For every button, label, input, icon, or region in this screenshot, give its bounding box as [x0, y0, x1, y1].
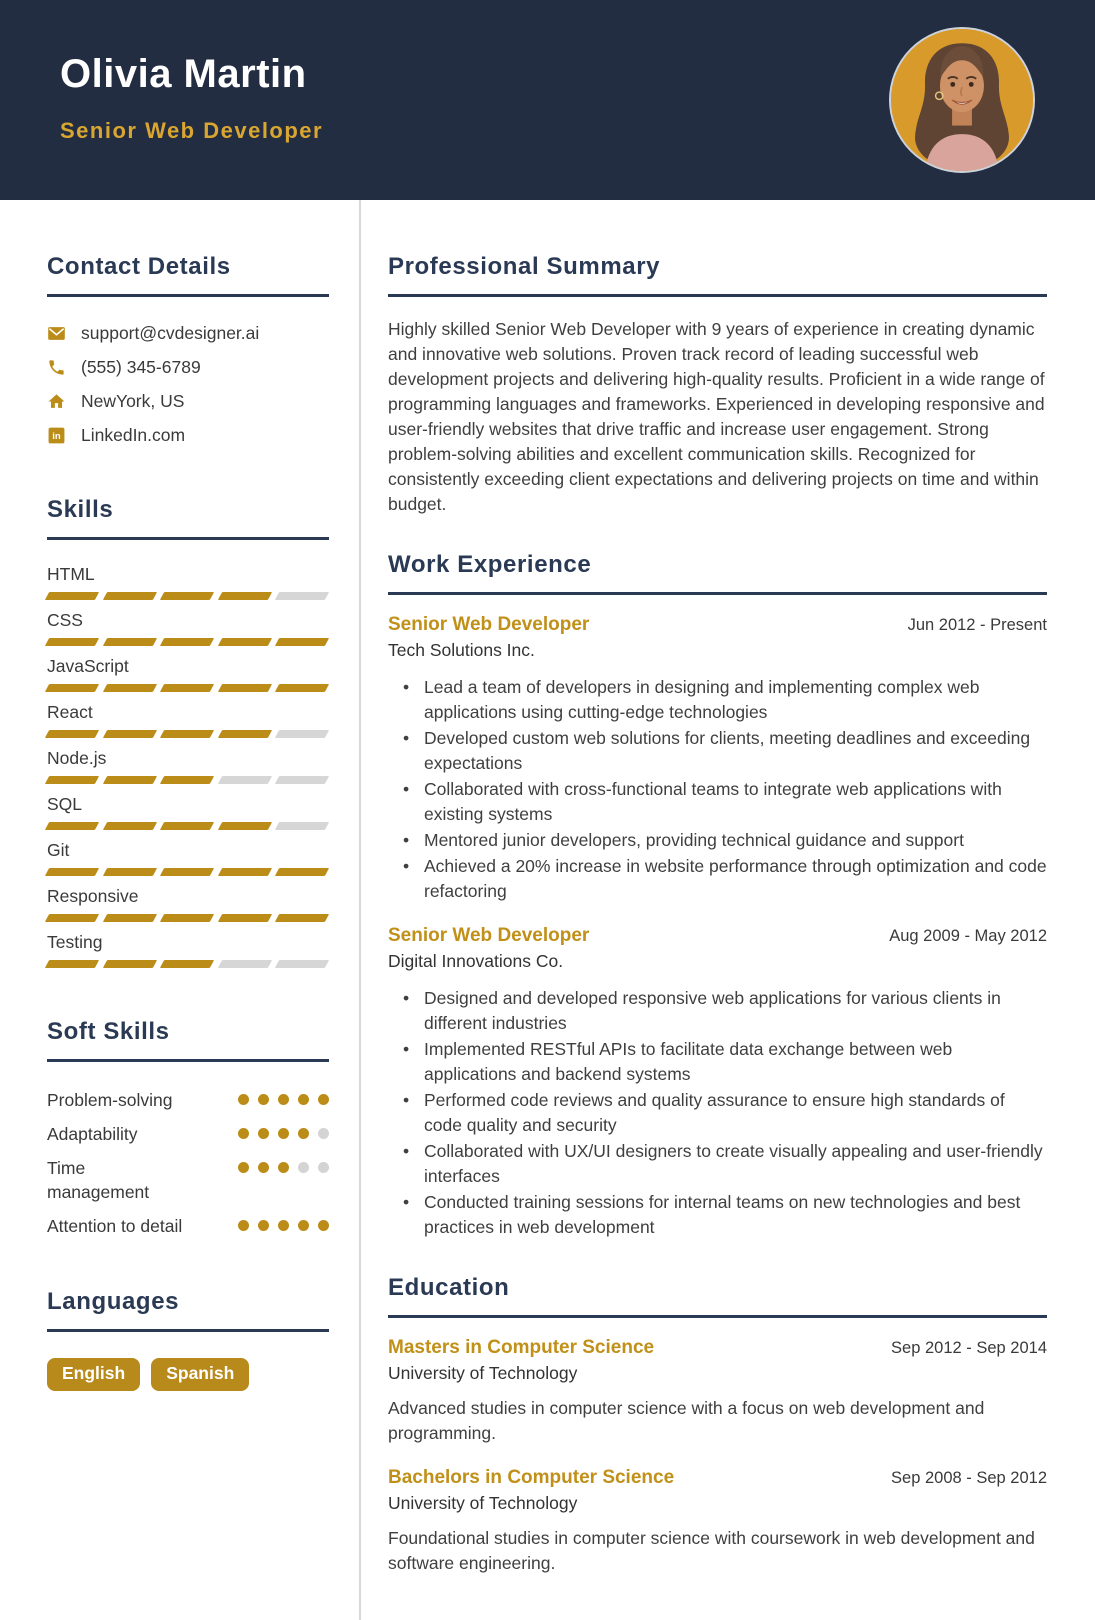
contact-item: [47, 391, 329, 412]
skill-level-bar: [47, 868, 327, 876]
rating-dot-filled: [258, 1162, 269, 1173]
skill-level-bar: [47, 730, 327, 738]
skill-segment-filled: [102, 592, 156, 600]
languages-section: [47, 1288, 329, 1391]
skill-segment-filled: [160, 730, 214, 738]
rating-dot-empty: [318, 1162, 329, 1173]
soft-skill-item: [47, 1156, 329, 1204]
skill-name: Git: [47, 840, 70, 860]
skill-segment-filled: [218, 730, 272, 738]
soft-skill-rating: [238, 1156, 329, 1173]
job-bullet: • Mentored junior developers, providing technical guidance and support: [388, 828, 1047, 853]
job-company: Digital Innovations Co.: [388, 951, 564, 971]
skill-name: HTML: [47, 564, 95, 584]
rating-dot-empty: [318, 1128, 329, 1139]
soft-skill-name: Time management: [47, 1158, 150, 1202]
education-section: [388, 1274, 1047, 1576]
home-icon: [47, 392, 66, 411]
skill-segment-filled: [102, 730, 156, 738]
skill-segment-filled: [102, 960, 156, 968]
rating-dot-filled: [258, 1128, 269, 1139]
education-entries: [388, 1337, 1047, 1576]
skill-segment-filled: [45, 730, 99, 738]
skill-level-bar: [47, 684, 327, 692]
summary-heading: Professional Summary: [388, 253, 661, 280]
resume-header: [0, 0, 1095, 200]
skill-level-bar: [47, 822, 327, 830]
contact-item: [47, 323, 329, 344]
rating-dot-filled: [298, 1094, 309, 1105]
job-bullet: • Performed code reviews and quality assurance to ensure high standards of code quality and security: [388, 1088, 1047, 1138]
skill-name: Node.js: [47, 748, 107, 768]
job-bullet: • Implemented RESTful APIs to facilitate data exchange between web applications and backend systems: [388, 1037, 1047, 1087]
job-dates: Aug 2009 - May 2012: [889, 927, 1047, 945]
job-entry: [388, 925, 1047, 1240]
degree-title: Bachelors in Computer Science: [388, 1467, 675, 1488]
rating-dot-filled: [238, 1128, 249, 1139]
school-name: University of Technology: [388, 1493, 578, 1513]
job-bullet: • Achieved a 20% increase in website performance through optimization and code refactoring: [388, 854, 1047, 904]
skill-segment-empty: [275, 960, 329, 968]
section-divider: [388, 1315, 1047, 1318]
skill-segment-filled: [45, 592, 99, 600]
degree-title: Masters in Computer Science: [388, 1337, 655, 1358]
skill-name: JavaScript: [47, 656, 129, 676]
soft-skills-list: [47, 1088, 329, 1238]
education-entry-header: [388, 1337, 1047, 1359]
skill-segment-filled: [45, 638, 99, 646]
skills-heading: Skills: [47, 496, 114, 523]
skill-segment-filled: [160, 822, 214, 830]
education-dates: Sep 2008 - Sep 2012: [891, 1469, 1047, 1487]
skill-segment-empty: [275, 592, 329, 600]
rating-dot-filled: [238, 1094, 249, 1105]
section-divider: [47, 537, 329, 540]
skill-segment-empty: [218, 960, 272, 968]
phone-icon: [47, 358, 66, 377]
job-entry-header: [388, 614, 1047, 636]
skill-level-bar: [47, 638, 327, 646]
contact-item-text: LinkedIn.com: [81, 425, 186, 445]
job-bullet: • Lead a team of developers in designing and implementing complex web applications using cutting-edge technologies: [388, 675, 1047, 725]
main-column: [361, 200, 1095, 1620]
skill-item: [47, 564, 329, 600]
skill-segment-filled: [218, 592, 272, 600]
resume-body: [0, 200, 1095, 1620]
profile-photo: [889, 27, 1035, 173]
contact-item-text: (555) 345-6789: [81, 357, 201, 377]
skill-segment-filled: [160, 960, 214, 968]
skill-segment-filled: [45, 776, 99, 784]
rating-dot-empty: [298, 1162, 309, 1173]
candidate-job-title: Senior Web Developer: [60, 118, 324, 143]
section-divider: [47, 1329, 329, 1332]
job-bullet: • Designed and developed responsive web applications for various clients in different industries: [388, 986, 1047, 1036]
soft-skill-name: Problem-solving: [47, 1090, 173, 1110]
skill-segment-filled: [45, 914, 99, 922]
school-name: University of Technology: [388, 1363, 578, 1383]
rating-dot-filled: [318, 1094, 329, 1105]
skill-segment-empty: [275, 730, 329, 738]
rating-dot-filled: [238, 1162, 249, 1173]
skills-section: [47, 496, 329, 968]
job-title: Senior Web Developer: [388, 614, 590, 635]
skill-segment-filled: [275, 868, 329, 876]
skill-segment-filled: [45, 822, 99, 830]
education-entry: [388, 1337, 1047, 1446]
skill-name: React: [47, 702, 93, 722]
rating-dot-filled: [278, 1094, 289, 1105]
rating-dot-filled: [278, 1220, 289, 1231]
job-bullet: • Conducted training sessions for internal teams on new technologies and best practices in web development: [388, 1190, 1047, 1240]
rating-dot-filled: [318, 1220, 329, 1231]
candidate-name: Olivia Martin: [60, 52, 307, 96]
skill-item: [47, 932, 329, 968]
skill-segment-filled: [160, 776, 214, 784]
skill-item: [47, 656, 329, 692]
languages-list: [47, 1358, 329, 1391]
skill-segment-filled: [218, 822, 272, 830]
skill-segment-empty: [275, 776, 329, 784]
soft-skill-rating: [238, 1214, 329, 1231]
skill-item: [47, 702, 329, 738]
contact-section: [47, 253, 329, 446]
skill-level-bar: [47, 914, 327, 922]
soft-skills-section: [47, 1018, 329, 1238]
job-entry: [388, 614, 1047, 904]
soft-skills-heading: Soft Skills: [47, 1018, 170, 1045]
skill-segment-filled: [102, 684, 156, 692]
experience-heading: Work Experience: [388, 551, 592, 578]
skill-segment-filled: [160, 868, 214, 876]
contact-item-text: NewYork, US: [81, 391, 185, 411]
languages-heading: Languages: [47, 1288, 180, 1315]
skill-segment-filled: [102, 776, 156, 784]
soft-skill-name: Adaptability: [47, 1124, 138, 1144]
skill-level-bar: [47, 960, 327, 968]
rating-dot-filled: [298, 1128, 309, 1139]
soft-skill-item: [47, 1122, 329, 1146]
education-entry: [388, 1467, 1047, 1576]
rating-dot-filled: [298, 1220, 309, 1231]
soft-skill-item: [47, 1088, 329, 1112]
skill-item: [47, 886, 329, 922]
skill-segment-filled: [275, 914, 329, 922]
skill-segment-filled: [45, 960, 99, 968]
skill-name: Responsive: [47, 886, 139, 906]
skill-item: [47, 794, 329, 830]
section-divider: [388, 592, 1047, 595]
skill-level-bar: [47, 592, 327, 600]
skill-name: Testing: [47, 932, 103, 952]
job-company: Tech Solutions Inc.: [388, 640, 535, 660]
skill-segment-filled: [102, 868, 156, 876]
skill-segment-filled: [45, 684, 99, 692]
skill-segment-filled: [275, 684, 329, 692]
education-entry-header: [388, 1467, 1047, 1489]
skill-segment-filled: [45, 868, 99, 876]
skill-segment-filled: [160, 914, 214, 922]
education-description: Foundational studies in computer science with coursework in web development and software engineering.: [388, 1528, 1035, 1573]
linkedin-icon: [47, 426, 66, 445]
skill-segment-filled: [275, 638, 329, 646]
woman-portrait-illustration: [891, 29, 1033, 171]
skill-segment-filled: [160, 592, 214, 600]
contact-item: [47, 357, 329, 378]
skill-item: [47, 840, 329, 876]
skills-list: [47, 564, 329, 968]
job-dates: Jun 2012 - Present: [907, 616, 1047, 634]
rating-dot-filled: [278, 1162, 289, 1173]
rating-dot-filled: [258, 1094, 269, 1105]
skill-item: [47, 610, 329, 646]
skill-segment-filled: [102, 822, 156, 830]
summary-text: Highly skilled Senior Web Developer with 9 years of experience in creating dynamic and innovative web solutions. Proven track record of leading successful web development projects and delivering high-quality results. Proficient in a wide range of programming languages and frameworks. Experienced in developing responsive and user-friendly websites that drive traffic and increase user engagement. Strong problem-solving abilities and excellent communication skills. Recognized for consistently exceeding client expectations and delivering projects on time and within budget.: [388, 319, 1045, 514]
job-bullet: • Developed custom web solutions for clients, meeting deadlines and exceeding expectations: [388, 726, 1047, 776]
job-title: Senior Web Developer: [388, 925, 590, 946]
soft-skill-item: [47, 1214, 329, 1238]
education-dates: Sep 2012 - Sep 2014: [891, 1339, 1047, 1357]
skill-level-bar: [47, 776, 327, 784]
education-heading: Education: [388, 1274, 510, 1301]
rating-dot-filled: [238, 1220, 249, 1231]
job-bullet: • Collaborated with cross-functional teams to integrate web applications with existing systems: [388, 777, 1047, 827]
skill-segment-empty: [218, 776, 272, 784]
section-divider: [388, 294, 1047, 297]
job-entry-header: [388, 925, 1047, 947]
svg-text:in: in: [52, 431, 61, 443]
skill-segment-filled: [218, 638, 272, 646]
skill-segment-filled: [218, 684, 272, 692]
skill-segment-filled: [160, 684, 214, 692]
education-description: Advanced studies in computer science with a focus on web development and programming.: [388, 1398, 985, 1443]
experience-section: [388, 551, 1047, 1240]
skill-segment-filled: [102, 638, 156, 646]
skill-name: SQL: [47, 794, 83, 814]
skill-segment-empty: [275, 822, 329, 830]
section-divider: [47, 294, 329, 297]
job-bullet-list: [388, 675, 1047, 904]
skill-item: [47, 748, 329, 784]
skill-segment-filled: [160, 638, 214, 646]
rating-dot-filled: [258, 1220, 269, 1231]
contact-heading: Contact Details: [47, 253, 231, 280]
language-chip-spanish[interactable]: Spanish: [151, 1358, 249, 1391]
soft-skill-name: Attention to detail: [47, 1216, 183, 1236]
sidebar: [0, 200, 361, 1620]
contact-list: [47, 323, 329, 446]
language-chip-english[interactable]: English: [47, 1358, 140, 1391]
skill-name: CSS: [47, 610, 83, 630]
rating-dot-filled: [278, 1128, 289, 1139]
job-bullet: • Collaborated with UX/UI designers to create visually appealing and user-friendly interfaces: [388, 1139, 1047, 1189]
summary-section: [388, 253, 1047, 517]
email-icon: [47, 324, 66, 343]
soft-skill-rating: [238, 1122, 329, 1139]
section-divider: [47, 1059, 329, 1062]
contact-item-text: support@cvdesigner.ai: [81, 323, 260, 343]
job-bullet-list: [388, 986, 1047, 1240]
skill-segment-filled: [102, 914, 156, 922]
job-entries: [388, 614, 1047, 1240]
soft-skill-rating: [238, 1088, 329, 1105]
skill-segment-filled: [218, 914, 272, 922]
contact-item[interactable]: [47, 425, 329, 446]
skill-segment-filled: [218, 868, 272, 876]
